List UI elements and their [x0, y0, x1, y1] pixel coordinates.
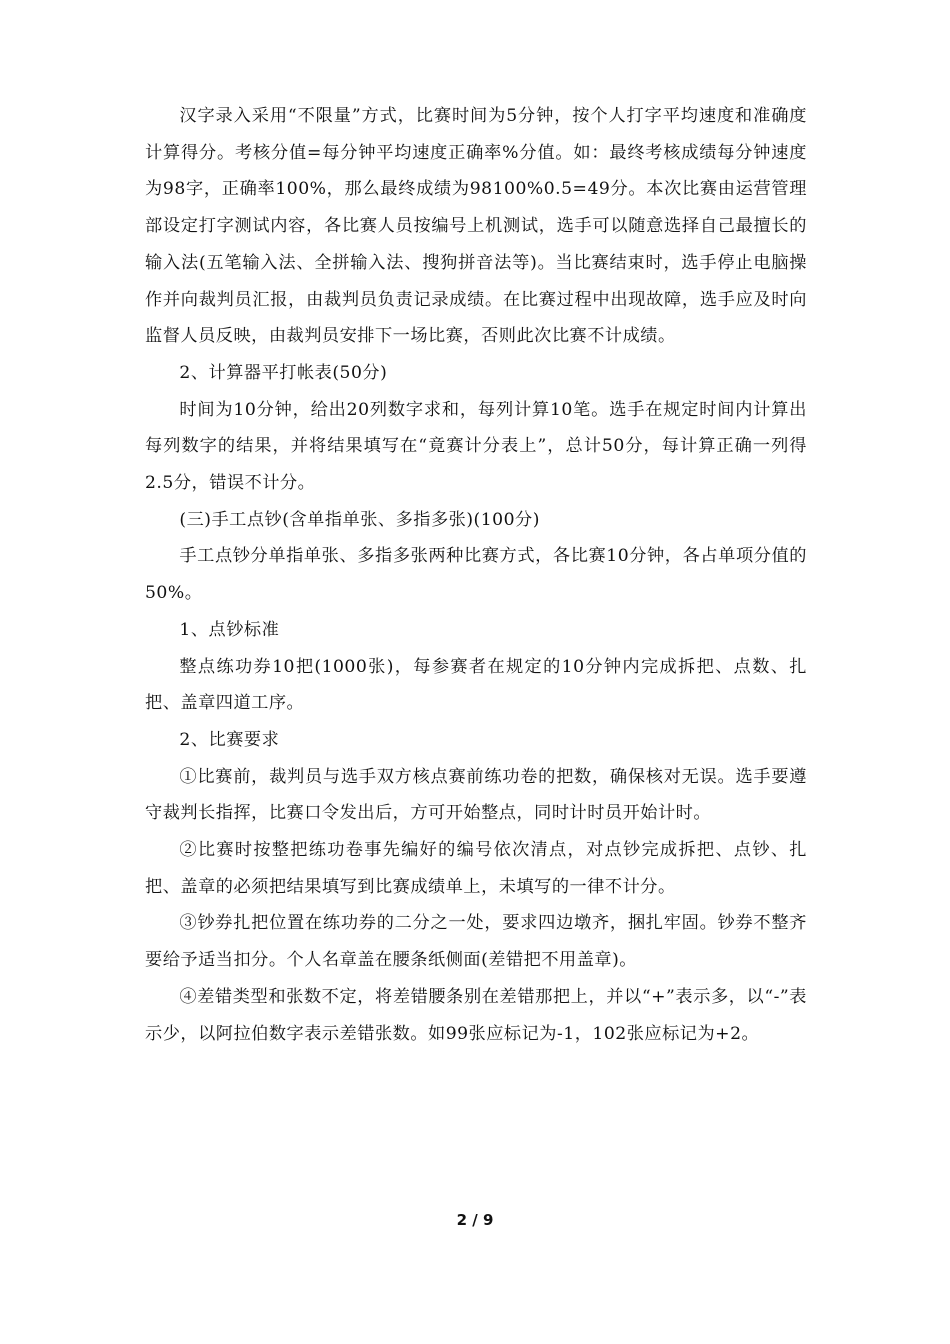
requirement-item-3: ③钞券扎把位置在练功券的二分之一处，要求四边墩齐，捆扎牢固。钞券不整齐要给予适当扣分。个人名章盖在腰条纸侧面(差错把不用盖章)。 — [145, 913, 807, 971]
requirement-item-2: ②比赛时按整把练功卷事先编好的编号依次清点，对点钞完成拆把、点钞、扎把、盖章的必须把结果填写到比赛成绩单上，未填写的一律不计分。 — [145, 840, 807, 897]
heading-counting-standard: 1、点钞标准 — [179, 619, 280, 640]
paragraph-typing-rules: 汉字录入采用“不限量”方式，比赛时间为5分钟，按个人打字平均速度和准确度计算得分。考核分值=每分钟平均速度正确率%分值。如：最终考核成绩每分钟速度为98字，正确率100%，那么最终成绩为98100%0.5=49分。本次比赛由运营管理部设定打字测试内容，各比赛人员按编号上机测试，选手可以随意选择自己最擅长的输入法(五笔输入法、全拼输入法、搜狗拼音法等)。当比赛结束时，选手停止电脑操作并向裁判员汇报，由裁判员负责记录成绩。在比赛过程中出现故障，选手应及时向监督人员反映，由裁判员安排下一场比赛，否则此次比赛不计成绩。 — [145, 106, 807, 347]
paragraph-counting-methods: 手工点钞分单指单张、多指多张两种比赛方式，各比赛10分钟，各占单项分值的50%。 — [145, 546, 807, 604]
requirement-item-4: ④差错类型和张数不定，将差错腰条别在差错那把上，并以“+”表示多，以“-”表示少，以阿拉伯数字表示差错张数。如99张应标记为-1，102张应标记为+2。 — [145, 986, 807, 1044]
heading-competition-requirements: 2、比赛要求 — [179, 729, 280, 750]
heading-manual-counting: (三)手工点钞(含单指单张、多指多张)(100分) — [179, 509, 540, 530]
paragraph-calculator-rules: 时间为10分钟，给出20列数字求和，每列计算10笔。选手在规定时间内计算出每列数字的结果，并将结果填写在“竟赛计分表上”，总计50分，每计算正确一列得2.5分，错误不计分。 — [145, 399, 807, 494]
page-number: 2 / 9 — [456, 1211, 494, 1229]
requirement-item-1: ①比赛前，裁判员与选手双方核点赛前练功卷的把数，确保核对无误。选手要遵守裁判长指挥，比赛口令发出后，方可开始整点，同时计时员开始计时。 — [145, 766, 807, 824]
page-body — [145, 98, 807, 1052]
paragraph-counting-standard: 整点练功券10把(1000张)，每参赛者在规定的10分钟内完成拆把、点数、扎把、盖章四道工序。 — [145, 656, 807, 714]
heading-calculator-ledger: 2、计算器平打帐表(50分) — [179, 362, 388, 383]
